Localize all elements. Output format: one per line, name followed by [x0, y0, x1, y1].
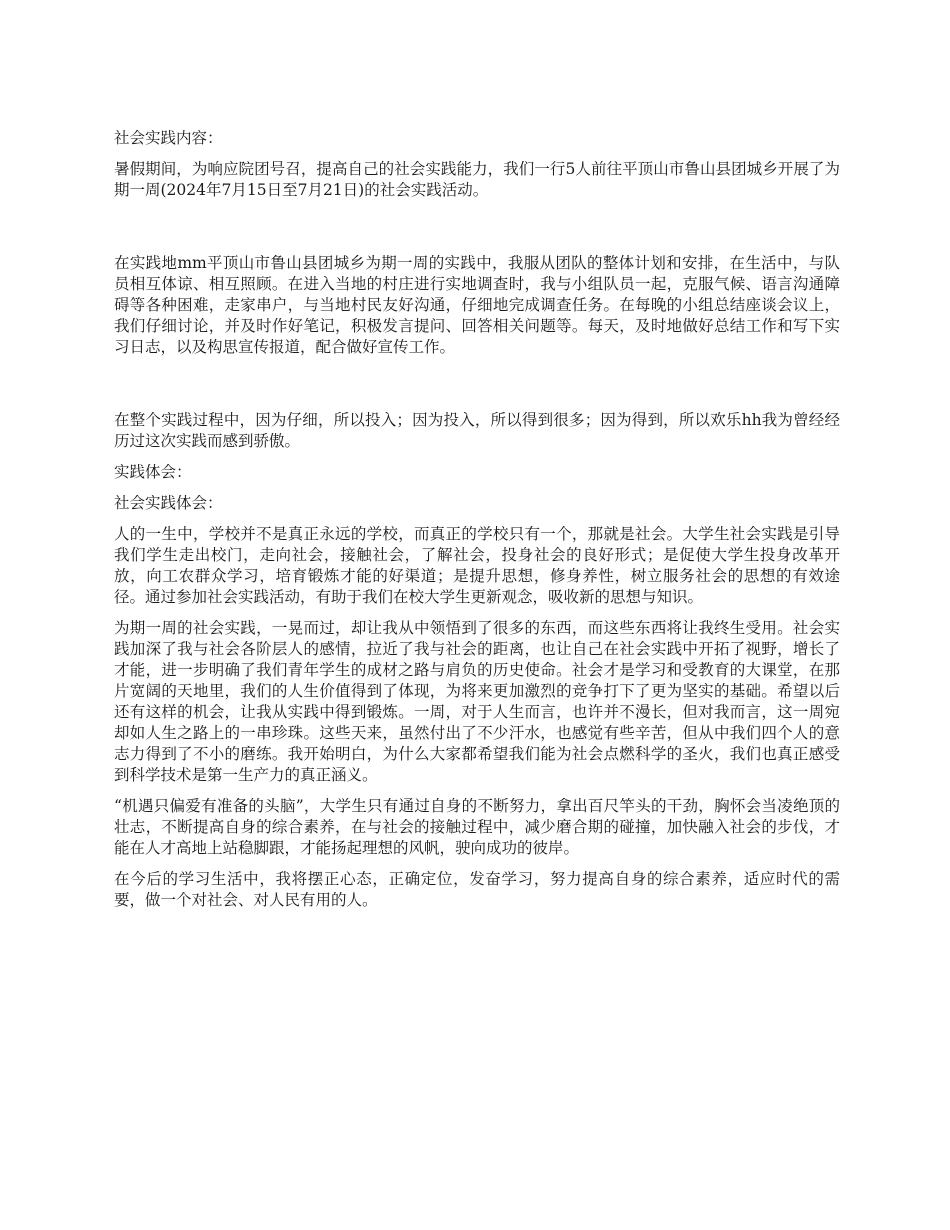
document-body: [114, 128, 840, 921]
section-heading-experience: 实践体会：: [114, 463, 192, 481]
paragraph-opportunity: “机遇只偏爱有准备的头脑”，大学生只有通过自身的不断努力，拿出百尺竿头的干劲，胸怀会当凌绝顶的壮志，不断提高自身的综合素养，在与社会的接触过程中，减少磨合期的碰撞，加快融入社会的步伐，才能在人才高地上站稳脚跟，才能扬起理想的风帆，驶向成功的彼岸。: [114, 797, 840, 857]
paragraph-society-school: 人的一生中，学校并不是真正永远的学校，而真正的学校只有一个，那就是社会。大学生社会实践是引导我们学生走出校门，走向社会，接触社会，了解社会，投身社会的良好形式；是促使大学生投身改革开放，向工农群众学习，培育锻炼才能的好渠道；是提升思想，修身养性，树立服务社会的思想的有效途径。通过参加社会实践活动，有助于我们在校大学生更新观念，吸收新的思想与知识。: [114, 525, 840, 606]
paragraph-week-summary: 为期一周的社会实践，一晃而过，却让我从中领悟到了很多的东西，而这些东西将让我终生受用。社会实践加深了我与社会各阶层人的感情，拉近了我与社会的距离，也让自己在社会实践中开拓了视野，增长了才能，进一步明确了我们青年学生的成材之路与肩负的历史使命。社会才是学习和受教育的大课堂，在那片宽阔的天地里，我们的人生价值得到了体现，为将来更加激烈的竞争打下了更为坚实的基础。希望以后还有这样的机会，让我从实践中得到锻炼。一周，对于人生而言，也许并不漫长，但对我而言，这一周宛却如人生之路上的一串珍珠。这些天来，虽然付出了不少汗水，也感觉有些辛苦，但从中我们四个人的意志力得到了不小的磨练。我开始明白，为什么大家都希望我们能为社会点燃科学的圣火，我们也真正感受到科学技术是第一生产力的真正涵义。: [114, 619, 840, 784]
paragraph-reflection: 在整个实践过程中，因为仔细，所以投入；因为投入，所以得到很多；因为得到，所以欢乐hh我为曾经经历过这次实践而感到骄傲。: [114, 411, 840, 450]
paragraph-conclusion: 在今后的学习生活中，我将摆正心态，正确定位，发奋学习，努力提高自身的综合素养，适应时代的需要，做一个对社会、对人民有用的人。: [114, 870, 840, 909]
paragraph-intro: 暑假期间，为响应院团号召，提高自己的社会实践能力，我们一行5人前往平顶山市鲁山县团城乡开展了为期一周(2024年7月15日至7月21日)的社会实践活动。: [114, 160, 840, 199]
section-heading-content: 社会实践内容：: [114, 129, 223, 147]
section-heading-social-experience: 社会实践体会：: [114, 494, 223, 512]
paragraph-practice-details: 在实践地mm平顶山市鲁山县团城乡为期一周的实践中，我服从团队的整体计划和安排，在生活中，与队员相互体谅、相互照顾。在进入当地的村庄进行实地调查时，我与小组队员一起，克服气候、语言沟通障碍等各种困难，走家串户，与当地村民友好沟通，仔细地完成调查任务。在每晚的小组总结座谈会议上，我们仔细讨论，并及时作好笔记，积极发言提问、回答相关问题等。每天，及时地做好总结工作和写下实习日志，以及构思宣传报道，配合做好宣传工作。: [114, 254, 840, 356]
